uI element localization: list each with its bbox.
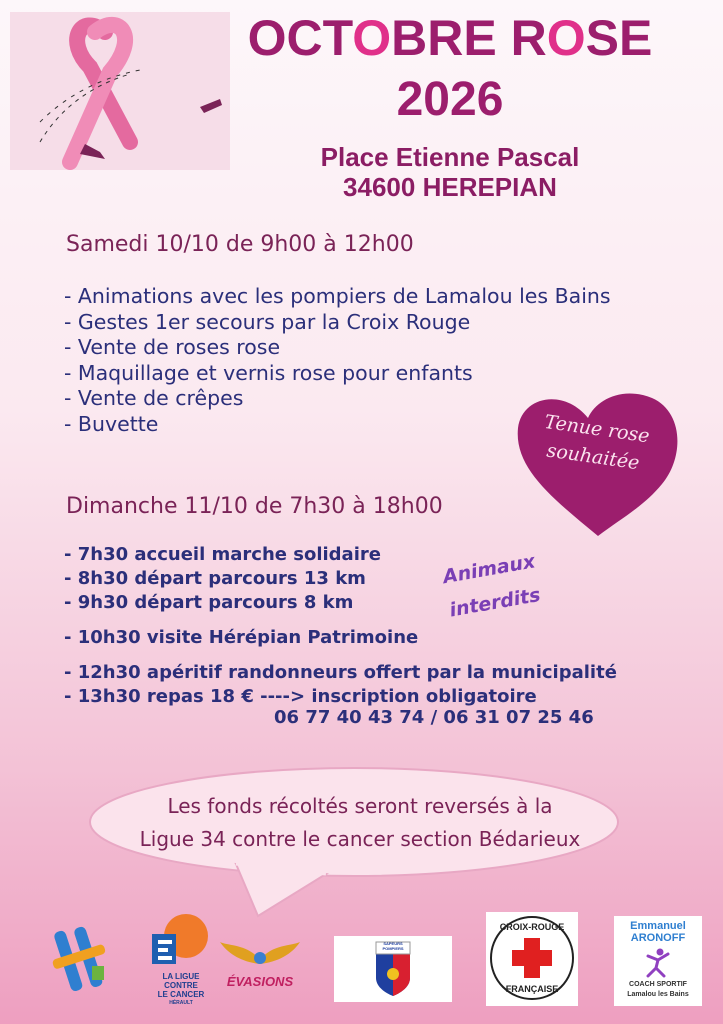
- list-item: - Vente de roses rose: [64, 335, 281, 359]
- ligue-line3: LE CANCER: [157, 990, 205, 999]
- list-item: - 9h30 départ parcours 8 km: [64, 592, 354, 613]
- saturday-heading: Samedi 10/10 de 9h00 à 12h00: [66, 232, 414, 257]
- ligue-contre-cancer-logo: [146, 908, 216, 1006]
- coach-sportif-logo: [614, 916, 702, 1006]
- pompiers-line2: POMPIERS: [382, 946, 404, 951]
- wings-icon: [218, 940, 302, 970]
- coach-line3: COACH SPORTIF: [629, 981, 687, 988]
- place-line1: Place Etienne Pascal: [320, 142, 580, 172]
- sunday-activity-list: [64, 0, 704, 740]
- list-item: - Gestes 1er secours par la Croix Rouge: [64, 309, 471, 334]
- donation-message: [100, 790, 620, 856]
- animaux-line2: interdits: [447, 583, 543, 622]
- evasions-text: ÉVASIONS: [226, 974, 294, 989]
- title-line1: OCTOBRE ROSE: [247, 10, 653, 66]
- ligue-line2: CONTRE: [164, 981, 198, 990]
- croix-rouge-bottom-text: FRANÇAISE: [505, 984, 559, 994]
- animaux-line1: Animaux: [441, 550, 537, 589]
- pompiers-line1: SAPEURS: [383, 941, 403, 946]
- runner-icon: [644, 948, 672, 978]
- list-item: - 12h30 apéritif randonneurs offert par la municipalité: [64, 662, 617, 683]
- herepian-logo-icon: [48, 920, 112, 998]
- list-item: - 10h30 visite Hérépian Patrimoine: [64, 627, 419, 648]
- croix-rouge-logo: [486, 912, 578, 1006]
- list-item: - Animations avec les pompiers de Lamalou les Bains: [64, 284, 611, 308]
- heart-line1: Tenue rose: [543, 410, 651, 448]
- phone-numbers: 06 77 40 43 74 / 06 31 07 25 46: [274, 707, 594, 728]
- list-item: - 7h30 accueil marche solidaire: [64, 544, 381, 565]
- place-line2: 34600 HEREPIAN: [343, 172, 557, 202]
- bubble-line2: Ligue 34 contre le cancer section Bédarieux: [139, 827, 581, 851]
- coach-line4: Lamalou les Bains: [627, 991, 689, 998]
- list-item: - 13h30 repas 18 € ----> inscription obligatoire: [64, 686, 537, 707]
- bubble-line1: Les fonds récoltés seront reversés à la: [167, 794, 553, 818]
- croix-rouge-top-text: CROIX-ROUGE: [499, 922, 565, 932]
- ligue-line1: LA LIGUE: [162, 972, 200, 981]
- ligue-line4: HÉRAULT: [169, 1000, 193, 1006]
- sunday-heading: Dimanche 11/10 de 7h30 à 18h00: [66, 494, 443, 519]
- list-item: - Maquillage et vernis rose pour enfants: [64, 360, 473, 385]
- title-year: 2026: [396, 73, 504, 126]
- list-item: - Vente de crêpes: [64, 386, 244, 410]
- list-item: - 8h30 départ parcours 13 km: [64, 568, 366, 589]
- sapeurs-pompiers-logo: [334, 936, 452, 1002]
- list-item: - Buvette: [64, 411, 159, 436]
- heart-line2: souhaitée: [545, 439, 641, 475]
- coach-line2: ARONOFF: [630, 932, 686, 944]
- evasions-logo: [218, 940, 302, 990]
- ligue-logo-icon: [146, 908, 216, 968]
- coach-line1: Emmanuel: [630, 920, 686, 932]
